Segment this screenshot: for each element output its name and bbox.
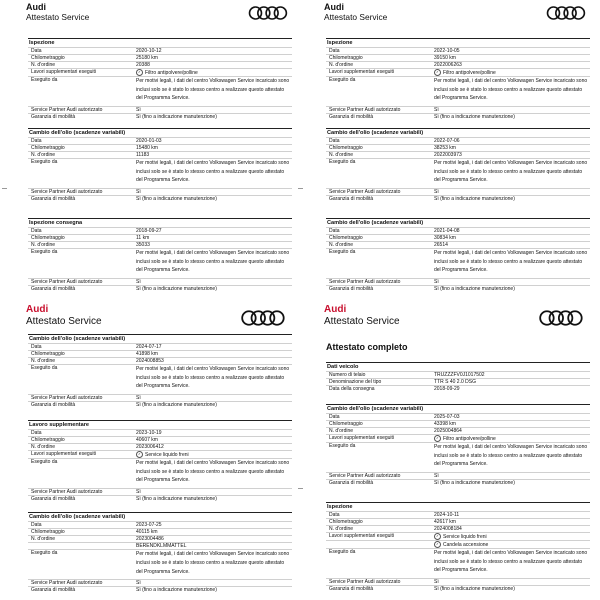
order-number-row — [28, 151, 292, 158]
row-label: Garanzia di mobilità — [329, 286, 374, 292]
order-number-value: 2023006412 — [136, 444, 164, 451]
done-by-row — [326, 548, 590, 575]
date-row — [326, 47, 590, 54]
order-number-row — [28, 241, 292, 248]
service-entry — [326, 128, 590, 202]
date-value: 2021-04-08 — [434, 228, 460, 234]
extra-work-label: Candela accensione — [443, 542, 489, 549]
done-by-value: Per motivi legali, i dati del centro Volkswagen Service incaricato sono inclusi solo se è stato lo stesso centro a realizzare questo attestato del Programma Service. — [136, 460, 290, 484]
odometer-row — [28, 54, 292, 61]
row-label: Chilometraggio — [329, 421, 363, 428]
vin-row — [326, 371, 590, 378]
order-number-value: 2022003973 — [434, 152, 462, 159]
order-number-row — [326, 241, 590, 248]
date-row — [326, 227, 590, 234]
section-title: Cambio dell'olio (scadenze variabili) — [326, 128, 590, 137]
extra-work-label: Filtro antipolvere/polline — [443, 70, 496, 77]
row-label: Chilometraggio — [329, 519, 363, 526]
partner-value: Sì — [136, 189, 141, 196]
row-label: Chilometraggio — [329, 145, 363, 152]
extra-work-row — [28, 68, 292, 76]
row-label: Service Partner Audi autorizzato — [31, 107, 103, 114]
service-entry — [28, 420, 292, 502]
odometer-row — [326, 144, 590, 151]
order-number-row — [326, 427, 590, 434]
odometer-value: 40115 km — [136, 529, 158, 536]
order-number-row — [326, 61, 590, 68]
section-title: Ispezione — [326, 502, 590, 511]
row-label: N. d'ordine — [31, 242, 56, 249]
row-label: Service Partner Audi autorizzato — [31, 580, 103, 587]
partner-row — [28, 579, 292, 586]
row-label: Chilometraggio — [31, 145, 65, 152]
mobility-row — [28, 285, 292, 292]
row-label: Lavori supplementari eseguiti — [329, 69, 395, 76]
row-label: Garanzia di mobilità — [31, 286, 76, 292]
mobility-value: Sì (fino a indicazione manutenzione) — [136, 114, 217, 121]
row-label: Eseguito da — [31, 365, 58, 372]
row-label: Data — [329, 414, 340, 420]
service-entry — [28, 38, 292, 120]
row-label: Garanzia di mobilità — [31, 196, 76, 203]
partner-row — [326, 278, 590, 285]
row-label: Data della consegna — [329, 386, 375, 393]
mobility-row — [28, 195, 292, 202]
extra-work-row — [28, 450, 292, 458]
audi-rings-logo — [538, 309, 584, 327]
row-label: Data — [329, 512, 340, 518]
order-extra-value: BERENDKLMMATTEL — [136, 543, 187, 550]
odometer-value: 42617 km — [434, 519, 456, 526]
row-label: Eseguito da — [31, 550, 58, 557]
row-label: N. d'ordine — [329, 62, 354, 69]
odometer-row — [326, 518, 590, 525]
row-label: Data — [31, 138, 42, 144]
done-by-value: Per motivi legali, i dati del centro Volkswagen Service incaricato sono inclusi solo se è stato lo stesso centro a realizzare questo attestato del Programma Service. — [434, 160, 588, 184]
row-label: Data — [329, 228, 340, 234]
page-header — [26, 2, 294, 32]
row-label: Service Partner Audi autorizzato — [31, 395, 103, 402]
row-label: Chilometraggio — [31, 437, 65, 444]
row-label: Data — [329, 138, 340, 144]
row-label: Data — [31, 228, 42, 234]
partner-value: Sì — [136, 580, 141, 587]
row-label: Lavori supplementari eseguiti — [31, 451, 97, 458]
order-number-row — [28, 357, 292, 364]
type-value: TTR S 40 2.0 DSG — [434, 379, 476, 386]
audi-rings-logo — [248, 5, 288, 21]
row-label: Chilometraggio — [31, 55, 65, 62]
service-entry — [28, 334, 292, 408]
extra-work-row — [326, 532, 590, 540]
odometer-value: 39150 km — [434, 55, 456, 62]
date-value: 2024-10-11 — [434, 512, 460, 518]
service-entry — [28, 218, 292, 292]
row-label: Garanzia di mobilità — [31, 587, 76, 594]
row-label: Service Partner Audi autorizzato — [31, 279, 103, 286]
check-icon: ✓ — [434, 435, 441, 442]
row-label: N. d'ordine — [329, 152, 354, 159]
document-title: Attestato Service — [324, 12, 388, 22]
row-label: Garanzia di mobilità — [329, 480, 374, 487]
section-title: Cambio dell'olio (scadenze variabili) — [28, 128, 292, 137]
row-label: N. d'ordine — [31, 444, 56, 451]
brand-name: Audi — [324, 304, 347, 315]
odometer-row — [28, 436, 292, 443]
odometer-row — [28, 350, 292, 357]
mobility-value: Sì (fino a indicazione manutenzione) — [136, 402, 217, 409]
order-number-row — [28, 61, 292, 68]
brand-name: Audi — [324, 2, 344, 12]
row-label: Data — [31, 522, 42, 528]
mobility-value: Sì (fino a indicazione manutenzione) — [434, 114, 515, 121]
check-icon: ✓ — [434, 541, 441, 548]
row-label: Lavori supplementari eseguiti — [329, 435, 395, 442]
done-by-value: Per motivi legali, i dati del centro Volkswagen Service incaricato sono inclusi solo se è stato lo stesso centro a realizzare questo attestato del Programma Service. — [434, 444, 588, 468]
extra-work-label: Filtro antipolvere/polline — [145, 70, 198, 77]
check-icon: ✓ — [136, 69, 143, 76]
order-number-row — [28, 535, 292, 542]
order-number-value: 26514 — [434, 242, 448, 249]
done-by-row — [28, 76, 292, 103]
row-label: N. d'ordine — [329, 428, 354, 435]
document-title: Attestato Service — [26, 12, 90, 22]
date-value: 2022-07-06 — [434, 138, 460, 144]
done-by-row — [28, 364, 292, 391]
date-row — [326, 511, 590, 518]
row-label — [28, 543, 136, 549]
done-by-value: Per motivi legali, i dati del centro Volkswagen Service incaricato sono inclusi solo se è stato lo stesso centro a realizzare questo attestato del Programma Service. — [136, 78, 290, 102]
page-header — [324, 304, 592, 334]
row-label: Eseguito da — [329, 77, 356, 84]
odometer-value: 11 km — [136, 235, 150, 242]
page-header — [324, 2, 592, 32]
section-title: Ispezione consegna — [28, 218, 292, 227]
order-number-value: 2022006263 — [434, 62, 462, 69]
date-value: 2020-01-03 — [136, 138, 162, 144]
order-number-value: 2025004864 — [434, 428, 462, 435]
done-by-row — [326, 158, 590, 185]
partner-value: Sì — [434, 473, 439, 480]
done-by-value: Per motivi legali, i dati del centro Volkswagen Service incaricato sono inclusi solo se è stato lo stesso centro a realizzare questo attestato del Programma Service. — [136, 366, 290, 390]
section-title: Cambio dell'olio (scadenze variabili) — [28, 334, 292, 343]
certificate-page-4 — [320, 302, 596, 594]
certificate-page-3 — [22, 302, 298, 594]
order-number-value: 2024008853 — [136, 358, 164, 365]
partner-value: Sì — [136, 395, 141, 402]
odometer-value: 15480 km — [136, 145, 158, 152]
date-row — [28, 47, 292, 54]
complete-certificate-title: Attestato completo — [326, 342, 408, 352]
date-value: 2023-10-19 — [136, 430, 162, 436]
order-number-value: 11183 — [136, 152, 150, 159]
row-label: Garanzia di mobilità — [329, 114, 374, 121]
extra-work-label: Filtro antipolvere/polline — [443, 436, 496, 443]
partner-value: Sì — [434, 189, 439, 196]
date-row — [28, 521, 292, 528]
vehicle-data-section — [326, 362, 590, 392]
row-label: Eseguito da — [31, 249, 58, 256]
row-label: Eseguito da — [329, 249, 356, 256]
document-title: Attestato Service — [26, 316, 102, 327]
row-label: Garanzia di mobilità — [31, 496, 76, 503]
done-by-value: Per motivi legali, i dati del centro Volkswagen Service incaricato sono inclusi solo se è stato lo stesso centro a realizzare questo attestato del Programma Service. — [434, 250, 588, 274]
row-label: Eseguito da — [31, 459, 58, 466]
brand-name: Audi — [26, 304, 49, 315]
brand-name: Audi — [26, 2, 46, 12]
service-entry — [326, 404, 590, 486]
row-label: Chilometraggio — [31, 351, 65, 358]
row-label — [326, 541, 434, 548]
service-entry — [28, 512, 292, 593]
mobility-row — [326, 585, 590, 592]
section-title: Cambio dell'olio (scadenze variabili) — [28, 512, 292, 521]
certificate-page-2 — [320, 0, 596, 292]
date-row — [28, 137, 292, 144]
odometer-value: 40607 km — [136, 437, 158, 444]
row-label: Service Partner Audi autorizzato — [329, 107, 401, 114]
partner-row — [28, 488, 292, 495]
odometer-row — [326, 54, 590, 61]
odometer-value: 41898 km — [136, 351, 158, 358]
extra-work-item — [434, 435, 590, 442]
date-value: 2018-09-27 — [136, 228, 162, 234]
extra-work-item — [136, 69, 292, 76]
mobility-value: Sì (fino a indicazione manutenzione) — [136, 587, 217, 594]
order-number-value: 2024008184 — [434, 526, 462, 533]
row-label: N. d'ordine — [31, 152, 56, 159]
date-row — [326, 137, 590, 144]
row-label: Denominazione del tipo — [329, 379, 382, 386]
mobility-value: Sì (fino a indicazione manutenzione) — [434, 586, 515, 593]
mobility-value: Sì (fino a indicazione manutenzione) — [434, 196, 515, 203]
date-row — [28, 343, 292, 350]
done-by-row — [28, 158, 292, 185]
partner-row — [326, 472, 590, 479]
order-extra-row — [28, 542, 292, 549]
date-row — [28, 227, 292, 234]
row-label: Garanzia di mobilità — [329, 196, 374, 203]
section-title: Dati veicolo — [326, 362, 590, 371]
document-title: Attestato Service — [324, 316, 400, 327]
odometer-row — [28, 528, 292, 535]
row-label: Data — [31, 430, 42, 436]
page-edge-mark — [2, 188, 7, 189]
date-value: 2025-07-03 — [434, 414, 460, 420]
mobility-row — [28, 401, 292, 408]
row-label: Numero di telaio — [329, 372, 366, 378]
row-label: Eseguito da — [329, 443, 356, 450]
mobility-value: Sì (fino a indicazione manutenzione) — [136, 196, 217, 203]
order-number-row — [326, 525, 590, 532]
row-label: N. d'ordine — [31, 358, 56, 365]
extra-work-row — [326, 540, 590, 548]
done-by-value: Per motivi legali, i dati del centro Volkswagen Service incaricato sono inclusi solo se è stato lo stesso centro a realizzare questo attestato del Programma Service. — [434, 78, 588, 102]
check-icon: ✓ — [136, 451, 143, 458]
delivery-value: 2018-09-29 — [434, 386, 460, 393]
row-label: N. d'ordine — [329, 526, 354, 533]
done-by-row — [28, 248, 292, 275]
row-label: Lavori supplementari eseguiti — [329, 533, 395, 540]
order-number-value: 2023004486 — [136, 536, 164, 543]
section-title: Ispezione — [326, 38, 590, 47]
partner-row — [28, 278, 292, 285]
service-entry — [326, 218, 590, 292]
row-label: Service Partner Audi autorizzato — [329, 473, 401, 480]
partner-row — [28, 188, 292, 195]
audi-rings-logo — [240, 309, 286, 327]
section-title: Cambio dell'olio (scadenze variabili) — [326, 404, 590, 413]
mobility-row — [28, 586, 292, 593]
extra-work-item — [434, 541, 590, 548]
mobility-value: Sì (fino a indicazione manutenzione) — [136, 496, 217, 503]
partner-row — [326, 106, 590, 113]
type-row — [326, 378, 590, 385]
done-by-row — [326, 248, 590, 275]
mobility-row — [326, 113, 590, 120]
mobility-value: Sì (fino a indicazione manutenzione) — [434, 480, 515, 487]
partner-value: Sì — [434, 579, 439, 586]
section-title: Lavoro supplementare — [28, 420, 292, 429]
row-label: Data — [329, 48, 340, 54]
mobility-row — [326, 285, 590, 292]
row-label: Data — [31, 48, 42, 54]
mobility-row — [28, 113, 292, 120]
extra-work-row — [326, 434, 590, 442]
odometer-row — [326, 234, 590, 241]
partner-row — [326, 188, 590, 195]
partner-row — [326, 578, 590, 585]
odometer-row — [326, 420, 590, 427]
done-by-row — [326, 76, 590, 103]
extra-work-label: Service liquido freni — [145, 452, 189, 459]
extra-work-row — [326, 68, 590, 76]
partner-value: Sì — [136, 107, 141, 114]
page-edge-mark — [298, 188, 303, 189]
section-title: Ispezione — [28, 38, 292, 47]
date-row — [326, 413, 590, 420]
extra-work-item — [434, 69, 590, 76]
row-label: Garanzia di mobilità — [31, 402, 76, 409]
row-label: Service Partner Audi autorizzato — [31, 489, 103, 496]
audi-rings-logo — [546, 5, 586, 21]
row-label: Eseguito da — [329, 159, 356, 166]
certificate-page-1 — [22, 0, 298, 292]
row-label: Service Partner Audi autorizzato — [329, 189, 401, 196]
date-value: 2022-10-05 — [434, 48, 460, 54]
order-number-row — [326, 151, 590, 158]
row-label: Data — [31, 344, 42, 350]
row-label: Chilometraggio — [31, 235, 65, 242]
row-label: Chilometraggio — [329, 235, 363, 242]
mobility-row — [326, 195, 590, 202]
row-label: N. d'ordine — [31, 536, 56, 543]
row-label: Eseguito da — [31, 159, 58, 166]
order-number-row — [28, 443, 292, 450]
service-entry — [28, 128, 292, 202]
odometer-row — [28, 234, 292, 241]
partner-value: Sì — [434, 279, 439, 286]
section-title: Cambio dell'olio (scadenze variabili) — [326, 218, 590, 227]
delivery-row — [326, 385, 590, 392]
partner-value: Sì — [434, 107, 439, 114]
done-by-value: Per motivi legali, i dati del centro Volkswagen Service incaricato sono inclusi solo se è stato lo stesso centro a realizzare questo attestato del Programma Service. — [434, 550, 588, 574]
done-by-row — [28, 458, 292, 485]
done-by-row — [326, 442, 590, 469]
order-number-value: 35033 — [136, 242, 150, 249]
date-row — [28, 429, 292, 436]
partner-value: Sì — [136, 279, 141, 286]
check-icon: ✓ — [434, 533, 441, 540]
date-value: 2024-07-17 — [136, 344, 162, 350]
partner-row — [28, 106, 292, 113]
row-label: Chilometraggio — [31, 529, 65, 536]
partner-value: Sì — [136, 489, 141, 496]
order-number-value: 20388 — [136, 62, 150, 69]
row-label: Garanzia di mobilità — [329, 586, 374, 593]
mobility-value: Sì (fino a indicazione manutenzione) — [434, 286, 515, 292]
row-label: Service Partner Audi autorizzato — [329, 279, 401, 286]
extra-work-item — [136, 451, 292, 458]
row-label: N. d'ordine — [31, 62, 56, 69]
row-label: Lavori supplementari eseguiti — [31, 69, 97, 76]
date-value: 2023-07-25 — [136, 522, 162, 528]
row-label: Eseguito da — [329, 549, 356, 556]
service-entry — [326, 502, 590, 592]
done-by-value: Per motivi legali, i dati del centro Volkswagen Service incaricato sono inclusi solo se è stato lo stesso centro a realizzare questo attestato del Programma Service. — [136, 551, 290, 575]
mobility-row — [28, 495, 292, 502]
odometer-value: 43398 km — [434, 421, 456, 428]
odometer-value: 25180 km — [136, 55, 158, 62]
extra-work-item — [434, 533, 590, 540]
row-label: N. d'ordine — [329, 242, 354, 249]
page-edge-mark — [298, 488, 303, 489]
vin-value: TRUZZZFV0J1017502 — [434, 372, 485, 378]
row-label: Service Partner Audi autorizzato — [31, 189, 103, 196]
mobility-row — [326, 479, 590, 486]
service-entry — [326, 38, 590, 120]
mobility-value: Sì (fino a indicazione manutenzione) — [136, 286, 217, 292]
done-by-row — [28, 549, 292, 576]
date-value: 2020-10-12 — [136, 48, 162, 54]
page-header — [26, 304, 294, 334]
partner-row — [28, 394, 292, 401]
row-label: Garanzia di mobilità — [31, 114, 76, 121]
check-icon: ✓ — [434, 69, 441, 76]
extra-work-label: Service liquido freni — [443, 534, 487, 541]
row-label: Service Partner Audi autorizzato — [329, 579, 401, 586]
odometer-row — [28, 144, 292, 151]
row-label: Eseguito da — [31, 77, 58, 84]
done-by-value: Per motivi legali, i dati del centro Volkswagen Service incaricato sono inclusi solo se è stato lo stesso centro a realizzare questo attestato del Programma Service. — [136, 160, 290, 184]
row-label: Chilometraggio — [329, 55, 363, 62]
odometer-value: 38253 km — [434, 145, 456, 152]
done-by-value: Per motivi legali, i dati del centro Volkswagen Service incaricato sono inclusi solo se è stato lo stesso centro a realizzare questo attestato del Programma Service. — [136, 250, 290, 274]
odometer-value: 30834 km — [434, 235, 456, 242]
